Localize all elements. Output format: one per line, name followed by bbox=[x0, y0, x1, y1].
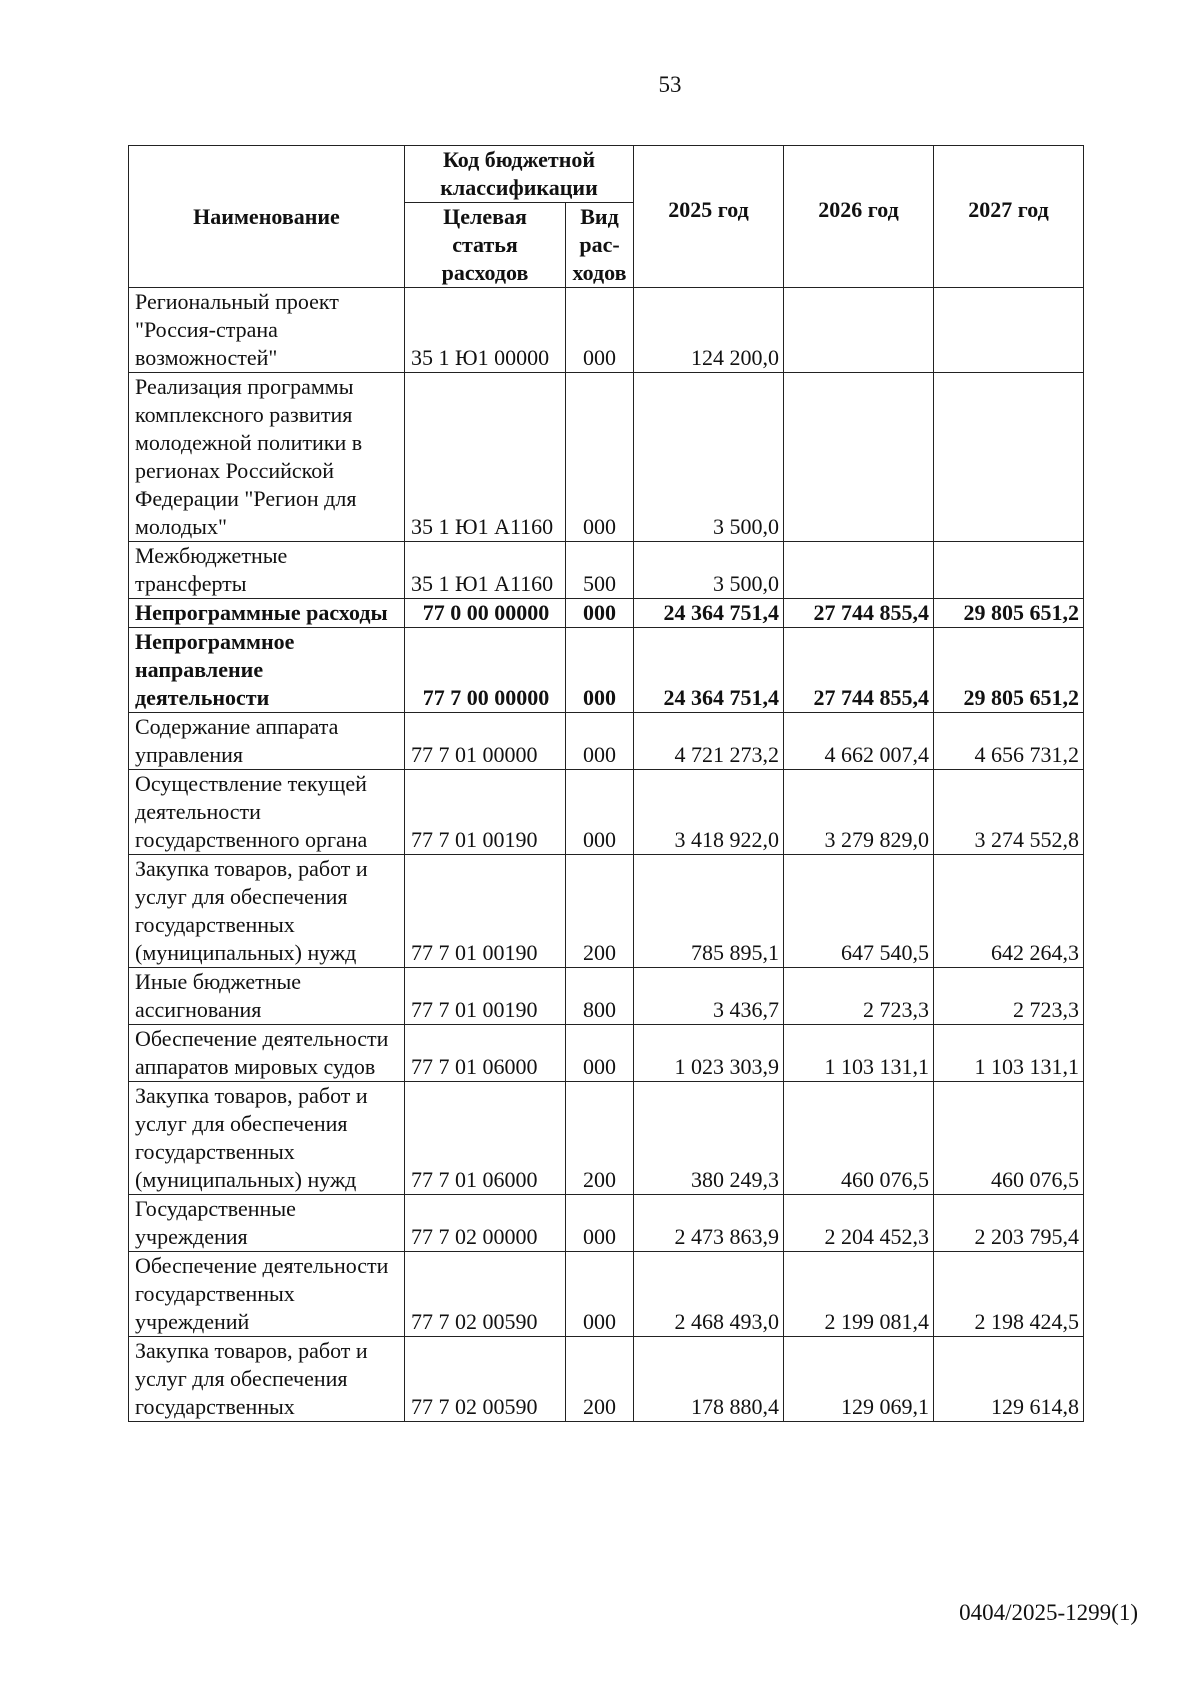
table-header bbox=[129, 146, 1084, 288]
row-name: Содержание аппарата управления bbox=[129, 713, 405, 770]
row-2025: 124 200,0 bbox=[634, 288, 784, 373]
row-name: Реализация программы комплексного развития молодежной политики в регионах Российской Федерации "Регион для молодых" bbox=[129, 373, 405, 542]
row-2027 bbox=[934, 288, 1084, 373]
row-code: 77 7 02 00000 bbox=[405, 1195, 566, 1252]
row-2026 bbox=[784, 288, 934, 373]
row-2025: 3 500,0 bbox=[634, 542, 784, 599]
row-code: 35 1 Ю1 А1160 bbox=[405, 373, 566, 542]
row-kind: 000 bbox=[566, 1195, 634, 1252]
table-row bbox=[129, 770, 1084, 855]
row-2026 bbox=[784, 542, 934, 599]
row-2026: 129 069,1 bbox=[784, 1337, 934, 1422]
table-row bbox=[129, 599, 1084, 628]
table-row bbox=[129, 855, 1084, 968]
row-2025: 178 880,4 bbox=[634, 1337, 784, 1422]
row-2025: 785 895,1 bbox=[634, 855, 784, 968]
row-2027: 2 198 424,5 bbox=[934, 1252, 1084, 1337]
table-row bbox=[129, 1025, 1084, 1082]
row-2026: 27 744 855,4 bbox=[784, 599, 934, 628]
row-2026: 647 540,5 bbox=[784, 855, 934, 968]
row-code: 77 0 00 00000 bbox=[405, 599, 566, 628]
row-2027: 2 203 795,4 bbox=[934, 1195, 1084, 1252]
row-code: 35 1 Ю1 А1160 bbox=[405, 542, 566, 599]
header-kbk: Код бюджетной классификации bbox=[405, 146, 634, 203]
row-code: 77 7 01 00190 bbox=[405, 968, 566, 1025]
row-name: Обеспечение деятельности государственных учреждений bbox=[129, 1252, 405, 1337]
row-2025: 2 473 863,9 bbox=[634, 1195, 784, 1252]
row-2027 bbox=[934, 373, 1084, 542]
header-target: Целевая статья расходов bbox=[405, 203, 566, 288]
row-2027: 129 614,8 bbox=[934, 1337, 1084, 1422]
row-name: Закупка товаров, работ и услуг для обеспечения государственных bbox=[129, 1337, 405, 1422]
row-name: Иные бюджетные ассигнования bbox=[129, 968, 405, 1025]
row-name: Государственные учреждения bbox=[129, 1195, 405, 1252]
row-2027: 460 076,5 bbox=[934, 1082, 1084, 1195]
row-kind: 000 bbox=[566, 1252, 634, 1337]
row-name: Непрограммное направление деятельности bbox=[129, 628, 405, 713]
row-2025: 1 023 303,9 bbox=[634, 1025, 784, 1082]
row-2026 bbox=[784, 373, 934, 542]
header-name: Наименование bbox=[129, 146, 405, 288]
row-2026: 3 279 829,0 bbox=[784, 770, 934, 855]
row-2027: 4 656 731,2 bbox=[934, 713, 1084, 770]
row-2027: 642 264,3 bbox=[934, 855, 1084, 968]
row-2026: 2 204 452,3 bbox=[784, 1195, 934, 1252]
header-2025: 2025 год bbox=[634, 146, 784, 288]
row-kind: 800 bbox=[566, 968, 634, 1025]
row-kind: 000 bbox=[566, 288, 634, 373]
row-name: Закупка товаров, работ и услуг для обеспечения государственных (муниципальных) нужд bbox=[129, 1082, 405, 1195]
table-row bbox=[129, 968, 1084, 1025]
row-2027: 29 805 651,2 bbox=[934, 628, 1084, 713]
row-2026: 2 199 081,4 bbox=[784, 1252, 934, 1337]
row-2026: 1 103 131,1 bbox=[784, 1025, 934, 1082]
row-code: 77 7 02 00590 bbox=[405, 1252, 566, 1337]
budget-table bbox=[128, 145, 1084, 1422]
row-2027: 3 274 552,8 bbox=[934, 770, 1084, 855]
row-2026: 460 076,5 bbox=[784, 1082, 934, 1195]
row-code: 77 7 01 06000 bbox=[405, 1082, 566, 1195]
row-2025: 3 418 922,0 bbox=[634, 770, 784, 855]
row-kind: 200 bbox=[566, 855, 634, 968]
row-name: Региональный проект "Россия-страна возможностей" bbox=[129, 288, 405, 373]
row-kind: 000 bbox=[566, 713, 634, 770]
row-code: 35 1 Ю1 00000 bbox=[405, 288, 566, 373]
row-2025: 380 249,3 bbox=[634, 1082, 784, 1195]
header-2027: 2027 год bbox=[934, 146, 1084, 288]
row-kind: 200 bbox=[566, 1337, 634, 1422]
row-2025: 3 436,7 bbox=[634, 968, 784, 1025]
row-kind: 500 bbox=[566, 542, 634, 599]
table-row bbox=[129, 373, 1084, 542]
row-code: 77 7 01 00190 bbox=[405, 770, 566, 855]
row-2027: 29 805 651,2 bbox=[934, 599, 1084, 628]
row-name: Обеспечение деятельности аппаратов мировых судов bbox=[129, 1025, 405, 1082]
table-row bbox=[129, 628, 1084, 713]
row-kind: 200 bbox=[566, 1082, 634, 1195]
row-name: Межбюджетные трансферты bbox=[129, 542, 405, 599]
header-kind: Вид рас-ходов bbox=[566, 203, 634, 288]
row-kind: 000 bbox=[566, 628, 634, 713]
table-row bbox=[129, 542, 1084, 599]
row-name: Закупка товаров, работ и услуг для обеспечения государственных (муниципальных) нужд bbox=[129, 855, 405, 968]
row-name: Осуществление текущей деятельности государственного органа bbox=[129, 770, 405, 855]
row-code: 77 7 01 00190 bbox=[405, 855, 566, 968]
row-2025: 4 721 273,2 bbox=[634, 713, 784, 770]
row-2025: 3 500,0 bbox=[634, 373, 784, 542]
row-2026: 27 744 855,4 bbox=[784, 628, 934, 713]
row-2027 bbox=[934, 542, 1084, 599]
table-body bbox=[129, 288, 1084, 1422]
header-2026: 2026 год bbox=[784, 146, 934, 288]
row-code: 77 7 01 06000 bbox=[405, 1025, 566, 1082]
row-2025: 24 364 751,4 bbox=[634, 599, 784, 628]
row-2027: 2 723,3 bbox=[934, 968, 1084, 1025]
row-2025: 24 364 751,4 bbox=[634, 628, 784, 713]
table-row bbox=[129, 1082, 1084, 1195]
row-2026: 4 662 007,4 bbox=[784, 713, 934, 770]
table-row bbox=[129, 1252, 1084, 1337]
row-2027: 1 103 131,1 bbox=[934, 1025, 1084, 1082]
row-2025: 2 468 493,0 bbox=[634, 1252, 784, 1337]
row-kind: 000 bbox=[566, 1025, 634, 1082]
row-code: 77 7 00 00000 bbox=[405, 628, 566, 713]
table-row bbox=[129, 1337, 1084, 1422]
page-number: 53 bbox=[658, 72, 682, 97]
document-number: 0404/2025-1299(1) bbox=[959, 1600, 1138, 1625]
row-code: 77 7 02 00590 bbox=[405, 1337, 566, 1422]
row-kind: 000 bbox=[566, 373, 634, 542]
table-row bbox=[129, 1195, 1084, 1252]
table-row bbox=[129, 288, 1084, 373]
row-code: 77 7 01 00000 bbox=[405, 713, 566, 770]
row-kind: 000 bbox=[566, 599, 634, 628]
row-2026: 2 723,3 bbox=[784, 968, 934, 1025]
row-kind: 000 bbox=[566, 770, 634, 855]
row-name: Непрограммные расходы bbox=[129, 599, 405, 628]
table-row bbox=[129, 713, 1084, 770]
